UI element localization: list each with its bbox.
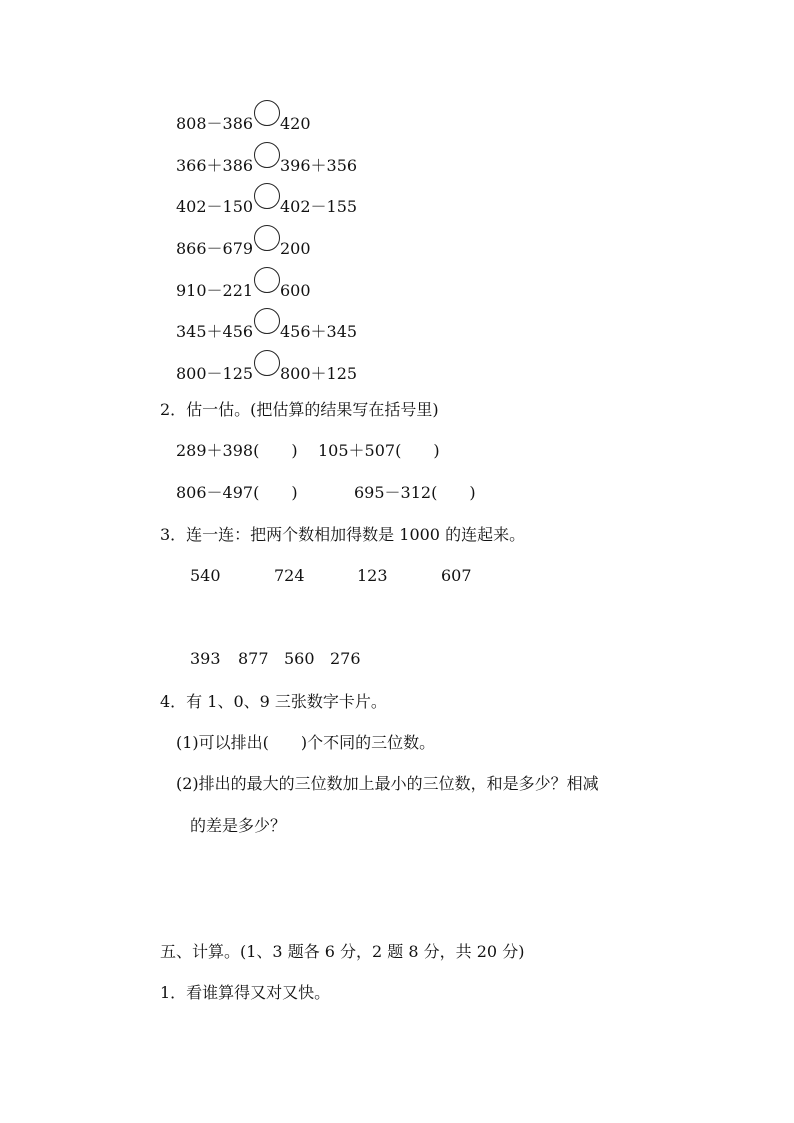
question-2-title: 2．估一估。(把估算的结果写在括号里) (160, 400, 439, 419)
question-4-sub2-line1: (2)排出的最大的三位数加上最小的三位数，和是多少？相减 (176, 774, 599, 793)
comparison-right: 420 (280, 114, 311, 133)
question-4-title: 4．有 1、0、9 三张数字卡片。 (160, 692, 387, 711)
compare-circle-blank[interactable] (254, 142, 280, 168)
comparison-left: 910－221 (176, 281, 254, 300)
comparison-left: 800－125 (176, 364, 254, 383)
comparison-left: 808－386 (176, 114, 254, 133)
match-bottom-number[interactable]: 560 (284, 649, 315, 668)
question-4-sub2-line2: 的差是多少？ (190, 816, 287, 835)
match-bottom-number[interactable]: 877 (238, 649, 269, 668)
match-top-number[interactable]: 123 (357, 566, 388, 585)
estimate-item[interactable]: 105＋507( ) (318, 441, 440, 460)
compare-circle-blank[interactable] (254, 183, 280, 209)
compare-circle-blank[interactable] (254, 308, 280, 334)
estimate-item[interactable]: 806－497( ) (176, 483, 298, 502)
comparison-left: 866－679 (176, 239, 254, 258)
comparison-right: 600 (280, 281, 311, 300)
match-bottom-number[interactable]: 393 (190, 649, 221, 668)
compare-circle-blank[interactable] (254, 225, 280, 251)
section-5-title: 五、计算。(1、3 题各 6 分，2 题 8 分，共 20 分) (160, 942, 525, 961)
estimate-item[interactable]: 695－312( ) (354, 483, 476, 502)
match-top-number[interactable]: 607 (441, 566, 472, 585)
compare-circle-blank[interactable] (254, 100, 280, 126)
comparison-left: 345＋456 (176, 322, 254, 341)
comparison-right: 402－155 (280, 197, 358, 216)
match-top-number[interactable]: 540 (190, 566, 221, 585)
comparison-left: 366＋386 (176, 156, 254, 175)
question-4-sub1: (1)可以排出( )个不同的三位数。 (176, 733, 436, 752)
comparison-left: 402－150 (176, 197, 254, 216)
comparison-right: 800＋125 (280, 364, 358, 383)
match-bottom-number[interactable]: 276 (330, 649, 361, 668)
section-5-question-1: 1．看谁算得又对又快。 (160, 983, 331, 1002)
estimate-item[interactable]: 289＋398( ) (176, 441, 298, 460)
comparison-right: 200 (280, 239, 311, 258)
compare-circle-blank[interactable] (254, 350, 280, 376)
match-top-number[interactable]: 724 (274, 566, 305, 585)
comparison-right: 396＋356 (280, 156, 358, 175)
comparison-right: 456＋345 (280, 322, 358, 341)
compare-circle-blank[interactable] (254, 267, 280, 293)
question-3-title: 3．连一连：把两个数相加得数是 1000 的连起来。 (160, 525, 526, 544)
